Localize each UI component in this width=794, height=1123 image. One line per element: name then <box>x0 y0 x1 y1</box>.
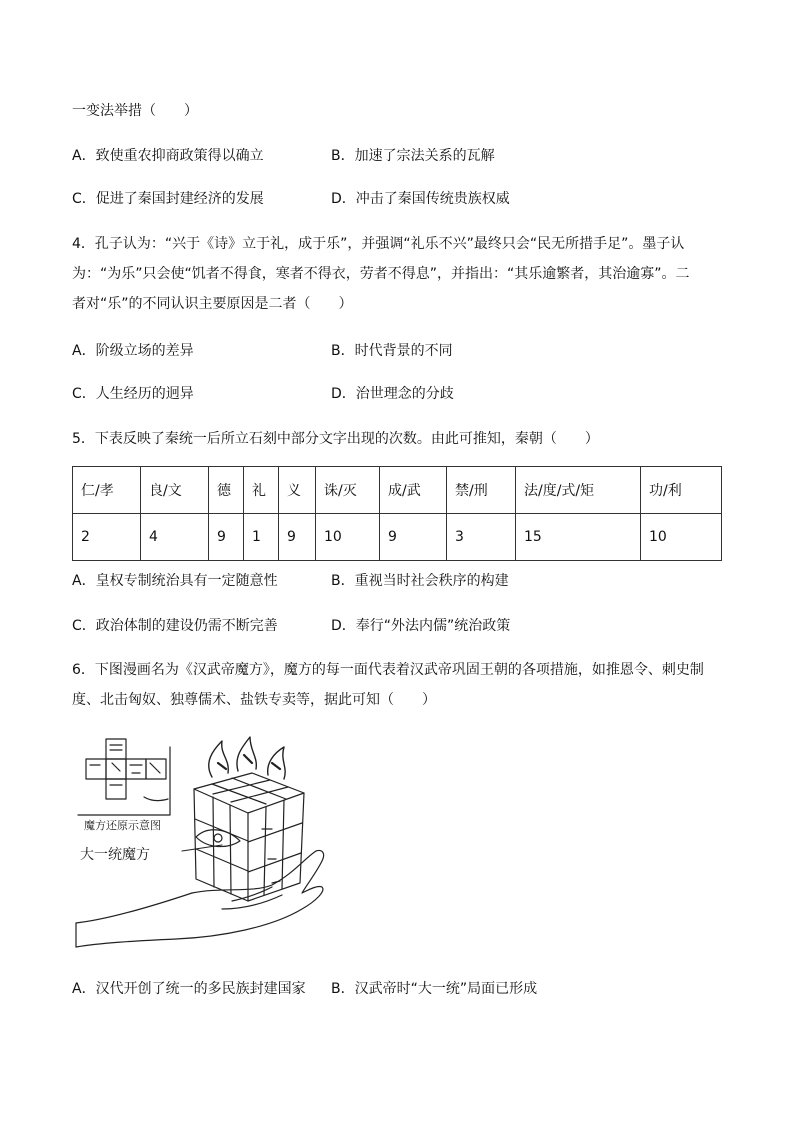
q3-option-a: A．致使重农抑商政策得以确立 <box>72 148 264 164</box>
table-header-row <box>73 467 722 514</box>
q3-stem-tail: 一变法举措（ ） <box>72 103 198 119</box>
table-header-cell: 良/文 <box>141 467 209 514</box>
hand-outline <box>76 850 324 947</box>
table-header-cell: 功/利 <box>641 467 722 514</box>
table-value-cell: 2 <box>73 514 141 561</box>
q6-stem-line-1: 6．下图漫画名为《汉武帝魔方》，魔方的每一面代表着汉武帝巩固王朝的各项措施，如推恩令、刺史制 <box>72 662 704 678</box>
q3-option-d: D．冲击了秦国传统贵族权威 <box>331 191 510 207</box>
q6-option-b: B．汉武帝时“大一统”局面已形成 <box>331 981 538 997</box>
stone-inscription-frequency-table <box>72 466 722 561</box>
unfolded-net <box>78 739 170 815</box>
rubiks-cube-cartoon <box>72 733 334 955</box>
table-value-cell: 10 <box>316 514 380 561</box>
q4-option-b: B．时代背景的不同 <box>331 343 453 359</box>
table-value-cell: 9 <box>209 514 244 561</box>
cartoon-drawing <box>72 733 334 955</box>
q5-stem: 5．下表反映了秦统一后所立石刻中部分文字出现的次数。由此可推知，秦朝（ ） <box>72 431 599 447</box>
q5-option-d: D．奉行“外法内儒”统治政策 <box>331 618 511 634</box>
table-header-cell: 禁/刑 <box>447 467 516 514</box>
q4-option-a: A．阶级立场的差异 <box>72 343 194 359</box>
cartoon-caption-cube: 大一统魔方 <box>80 847 150 863</box>
q6-stem-line-2: 度、北击匈奴、独尊儒术、盐铁专卖等，据此可知（ ） <box>72 692 436 708</box>
q5-option-c: C．政治体制的建设仍需不断完善 <box>72 618 278 634</box>
table-header-cell: 德 <box>209 467 244 514</box>
q4-stem-line-3: 者对“乐”的不同认识主要原因是二者（ ） <box>72 296 353 312</box>
q6-option-a: A．汉代开创了统一的多民族封建国家 <box>72 981 306 997</box>
q4-stem-line-1: 4．孔子认为：“兴于《诗》立于礼，成于乐”，并强调“礼乐不兴”最终只会“民无所措手足”。墨子认 <box>72 236 685 252</box>
table-header-cell: 成/武 <box>380 467 447 514</box>
q3-option-b: B．加速了宗法关系的瓦解 <box>331 148 495 164</box>
eye-decoration <box>196 830 240 847</box>
q4-stem-line-2: 为：“为乐”只会使“饥者不得食，寒者不得衣，劳者不得息”，并指出：“其乐逾繁者，其治逾寡”。二 <box>72 266 690 282</box>
table-header-cell: 义 <box>279 467 316 514</box>
q5-option-b: B．重视当时社会秩序的构建 <box>331 573 509 589</box>
cube <box>194 773 304 901</box>
table-value-cell: 10 <box>641 514 722 561</box>
cartoon-caption-unfold: 魔方还原示意图 <box>84 819 161 832</box>
table-header-cell: 法/度/式/矩 <box>516 467 641 514</box>
table-header-cell: 礼 <box>244 467 279 514</box>
q3-option-c: C．促进了秦国封建经济的发展 <box>72 191 264 207</box>
table-value-cell: 3 <box>447 514 516 561</box>
q4-option-c: C．人生经历的迥异 <box>72 386 194 402</box>
table-value-cell: 15 <box>516 514 641 561</box>
table-value-cell: 4 <box>141 514 209 561</box>
table-header-cell: 诛/灭 <box>316 467 380 514</box>
table-header-cell: 仁/孝 <box>73 467 141 514</box>
q4-option-d: D．治世理念的分歧 <box>331 386 454 402</box>
table-value-cell: 9 <box>380 514 447 561</box>
table-value-cell: 1 <box>244 514 279 561</box>
q5-option-a: A．皇权专制统治具有一定随意性 <box>72 573 278 589</box>
table-value-cell: 9 <box>279 514 316 561</box>
table-value-row <box>73 514 722 561</box>
